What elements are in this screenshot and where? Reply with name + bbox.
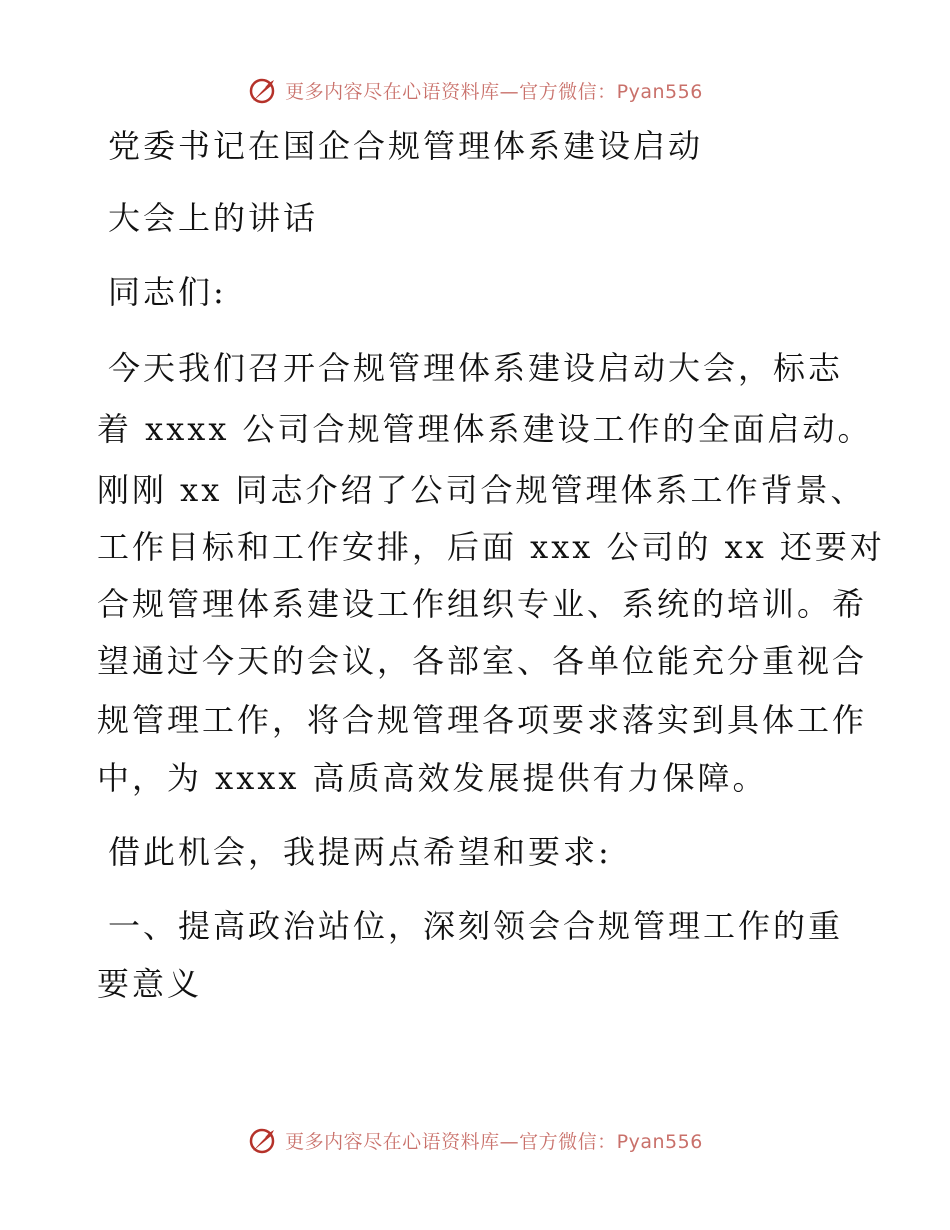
paragraph-line: 合规管理体系建设工作组织专业、系统的培训。希 bbox=[97, 585, 868, 623]
header-watermark-text: 更多内容尽在心语资料库—官方微信：Pyan556 bbox=[285, 80, 703, 103]
paragraph-line: 望通过今天的会议，各部室、各单位能充分重视合 bbox=[97, 642, 868, 680]
paragraph-line: 工作目标和工作安排，后面 xxx 公司的 xx 还要对 bbox=[97, 528, 885, 566]
title-line-1: 党委书记在国企合规管理体系建设启动 bbox=[108, 127, 704, 165]
quill-pen-circle-icon bbox=[247, 74, 279, 106]
footer-watermark-text: 更多内容尽在心语资料库—官方微信：Pyan556 bbox=[285, 1130, 703, 1153]
paragraph-line: 规管理工作，将合规管理各项要求落实到具体工作 bbox=[97, 701, 868, 739]
paragraph-line: 今天我们召开合规管理体系建设启动大会，标志 bbox=[108, 349, 844, 387]
footer-watermark-banner bbox=[0, 1120, 950, 1160]
header-watermark-banner bbox=[0, 70, 950, 110]
quill-pen-circle-icon bbox=[247, 1124, 279, 1156]
title-line-2: 大会上的讲话 bbox=[108, 199, 319, 237]
paragraph-line: 刚刚 xx 同志介绍了公司合规管理体系工作背景、 bbox=[97, 471, 866, 509]
section-heading-line: 一、提高政治站位，深刻领会合规管理工作的重 bbox=[108, 907, 844, 945]
paragraph-line: 着 xxxx 公司合规管理体系建设工作的全面启动。 bbox=[97, 410, 873, 448]
salutation: 同志们: bbox=[108, 273, 227, 311]
paragraph-2: 借此机会，我提两点希望和要求: bbox=[108, 833, 612, 871]
section-heading-line: 要意义 bbox=[97, 965, 203, 1003]
paragraph-line: 中，为 xxxx 高质高效发展提供有力保障。 bbox=[97, 759, 768, 797]
